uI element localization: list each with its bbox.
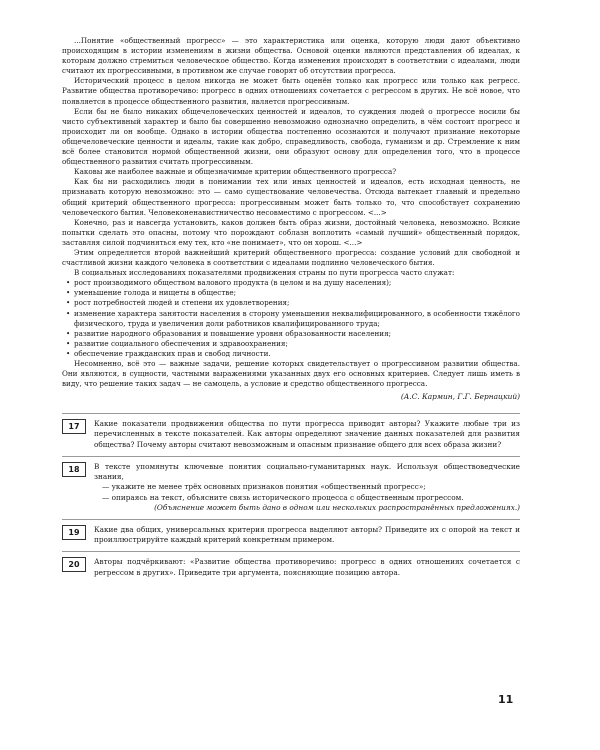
task-number: 20 — [62, 557, 86, 572]
task-number: 19 — [62, 525, 86, 540]
list-item: • развитие народного образования и повышение уровня образованности населения; — [66, 328, 392, 338]
indicator-list — [62, 278, 520, 359]
task-list — [62, 413, 520, 583]
paragraph-3: Если бы не было никаких общечеловеческих ценностей и идеалов, то суждения людей о прогрессе носили бы чисто субъективный характер и было бы совершенно невозможно однозначно определить, в чём состоит прогресс и происходит ли он вообще. Однако в истории общества постепенно осознаются и получают признание некоторые общечеловеческие ценности и идеалы, такие как добро, справедливость, свобода, гуманизм и др. Стремление к ним всё более становится нормой общественной жизни, они образуют основу для определения того, что в процессе общественного развития считать прогрессивным. — [62, 106, 520, 167]
task-number: 18 — [62, 462, 86, 477]
task-20 — [62, 551, 520, 583]
list-item: • рост потребностей людей и степени их удовлетворения; — [66, 298, 290, 308]
task-text: В тексте упомянуты ключевые понятия социально-гуманитарных наук. Используя обществоведческие знания, — укажите не менее трёх основных признаков понятия «общественный прогресс»; — опираясь на текст, объясните связь исторического процесса с общественным прогрессом. (Объяснение может быть дано в одном или нескольких распространённых предложениях.) — [94, 461, 520, 512]
paragraph-4: Каковы же наиболее важные и общезначимые критерии общественного прогресса? — [74, 167, 397, 177]
paragraph-7: Этим определяется второй важнейший критерий общественного прогресса: создание условий для свободной и счастливой жизни каждого человека в соответствии с идеалами подлинно человеческого бытия. — [62, 247, 520, 268]
paragraph-9: Несомненно, всё это — важные задачи, решение которых свидетельствует о прогрессивном развитии общества. Они являются, в сущности, частными выражениями указанных двух его основных критериев. Следует лишь иметь в виду, что решение таких задач — не самоцель, а условие и средство общественного прогресса. — [62, 359, 520, 389]
task-note: (Объяснение может быть дано в одном или нескольких распространённых предложениях.) — [154, 502, 520, 512]
list-item: • обеспечение гражданских прав и свобод личности. — [66, 348, 271, 358]
source-attribution: (А.С. Кармин, Г.Г. Бернацкий) — [400, 392, 520, 402]
list-item: • рост производимого обществом валового продукта (в целом и на душу населения); — [66, 278, 392, 288]
task-18 — [62, 456, 520, 519]
page-number: 11 — [498, 693, 514, 706]
task-19 — [62, 519, 520, 551]
paragraph-6: Конечно, раз и навсегда установить, каков должен быть образ жизни, достойный человека, невозможно. Всякие попытки сделать это опасны, потому что порождают соблазн воплотить «самый лучший» общественный порядок, заставляя силой подчиняться ему тех, кто «не понимает», что он хорош. <...> — [62, 217, 520, 247]
task-17 — [62, 413, 520, 456]
paragraph-8: В социальных исследованиях показателями продвижения страны по пути прогресса часто служат: — [74, 268, 455, 278]
paragraph-5: Как бы ни расходились люди в понимании тех или иных ценностей и идеалов, есть исходная ценность, не признавать которую невозможно: это — само существование человечества. Отсюда вытекает главный и предельно общий критерий общественного прогресса: прогрессивным может быть только то, что способствует сохранению человеческого бытия. Человеконенавистничество несовместимо с прогрессом. <...> — [62, 177, 520, 217]
task-text: Авторы подчёркивают: «Развитие общества противоречиво: прогресс в одних отношениях сочетается с регрессом в других». Приведите три аргумента, поясняющие позицию автора. — [94, 557, 520, 577]
reading-text — [62, 36, 520, 402]
page-body — [62, 36, 520, 584]
task-text: Какие показатели продвижения общества по пути прогресса приводят авторы? Укажите любые три из перечисленных в тексте показателей. Как авторы определяют значение данных показателей для развития общества? Почему авторы считают невозможным и опасным признание общего для всех образа жизни? — [94, 419, 520, 449]
list-item: • уменьшение голода и нищеты в обществе; — [66, 288, 237, 298]
paragraph-2: Исторический процесс в целом никогда не может быть оценён только как прогресс или только как регресс. Развитие общества противоречиво: прогресс в одних отношениях сочетается с регрессом в других. Не всё новое, что появляется в процессе общественного развития, является прогрессивным. — [62, 76, 520, 106]
list-item: • изменение характера занятости населения в сторону уменьшения неквалифицированного, в особенности тяжёлого физического, труда и увеличения доли работников квалифицированного труда; — [66, 308, 520, 328]
task-text: Какие два общих, универсальных критерия прогресса выделяют авторы? Приведите их с опорой на текст и проиллюстрируйте каждый критерий конкретным примером. — [94, 524, 520, 545]
list-item: • развитие социального обеспечения и здравоохранения; — [66, 338, 288, 348]
paragraph-1: ...Понятие «общественный прогресс» — это характеристика или оценка, которую люди дают объективно происходящим в истории изменениям в жизни общества. Основой оценки являются представления об идеалах, к которым должно стремиться человеческое общество. Когда изменения происходят в соответствии с идеалами, люди считают их прогрессивными, в противном же случае говорят об отсутствии прогресса. — [62, 36, 520, 76]
task-number: 17 — [62, 419, 86, 434]
